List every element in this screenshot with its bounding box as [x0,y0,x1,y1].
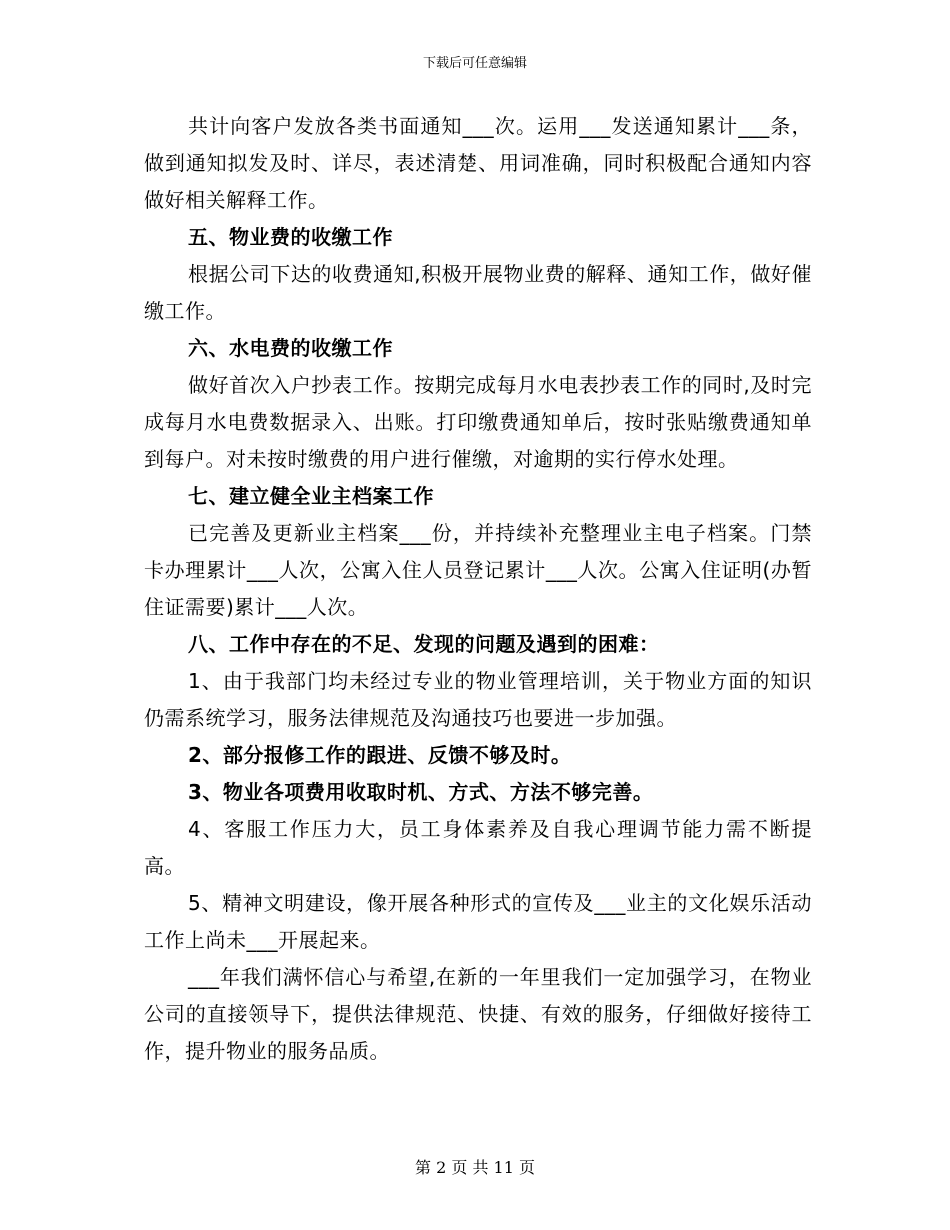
section-heading-8: 八、工作中存在的不足、发现的问题及遇到的困难： [188,632,660,656]
page-footer: 第 2 页 共 11 页 [415,1158,535,1177]
list-item-2: 2、部分报修工作的跟进、反馈不够及时。 [188,743,572,767]
paragraph-conclusion: ___年我们满怀信心与希望,在新的一年里我们一定加强学习，在物业公司的直接领导下，提供法律规范、快捷、有效的服务，仔细做好接待工作，提升物业的服务品质。 [144,965,812,1063]
paragraph-notices: 共计向客户发放各类书面通知___次。运用___发送通知累计___条，做到通知拟发及时、详尽，表述清楚、用词准确，同时积极配合通知内容做好相关解释工作。 [144,114,812,212]
list-item-4: 4、客服工作压力大，员工身体素养及自我心理调节能力需不断提高。 [144,817,812,878]
section-heading-5: 五、物业费的收缴工作 [188,225,393,249]
list-item-1: 1、由于我部门均未经过专业的物业管理培训，关于物业方面的知识仍需系统学习，服务法律规范及沟通技巧也要进一步加强。 [144,669,812,730]
paragraph-property-fee: 根据公司下达的收费通知,积极开展物业费的解释、通知工作，做好催缴工作。 [144,262,812,323]
list-item-5: 5、精神文明建设，像开展各种形式的宣传及___业主的文化娱乐活动工作上尚未___开展起来。 [144,891,812,952]
document-body [144,108,812,1070]
section-heading-6: 六、水电费的收缴工作 [188,336,393,360]
list-item-3: 3、物业各项费用收取时机、方式、方法不够完善。 [188,780,654,804]
paragraph-owner-files: 已完善及更新业主档案___份，并持续补充整理业主电子档案。门禁卡办理累计___人次，公寓入住人员登记累计___人次。公寓入住证明(办暂住证需要)累计___人次。 [144,521,812,619]
paragraph-utility-fee: 做好首次入户抄表工作。按期完成每月水电表抄表工作的同时,及时完成每月水电费数据录入、出账。打印缴费通知单后，按时张贴缴费通知单到每户。对未按时缴费的用户进行催缴，对逾期的实行停水处理。 [144,373,812,471]
page-header: 下载后可任意编辑 [422,56,527,71]
section-heading-7: 七、建立健全业主档案工作 [188,484,434,508]
